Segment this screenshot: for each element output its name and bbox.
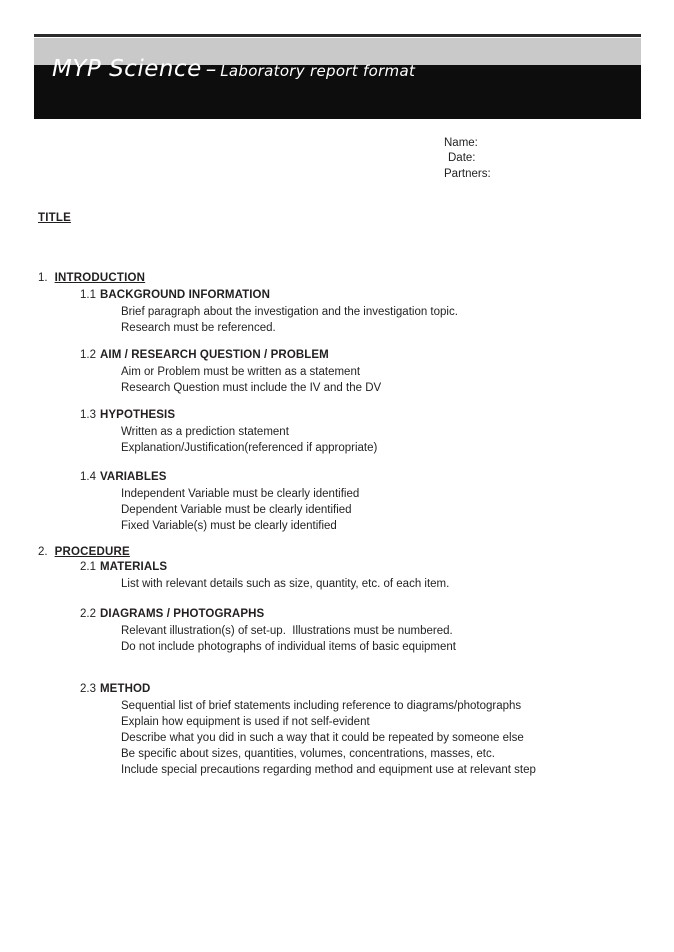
document-subsection: [80, 470, 670, 534]
subsection-body: [121, 623, 670, 655]
subsection-number: 2.1: [80, 561, 96, 573]
subsection-name: BACKGROUND INFORMATION: [100, 289, 270, 301]
subsection-name: DIAGRAMS / PHOTOGRAPHS: [100, 608, 265, 620]
subsection-body: [121, 304, 670, 336]
subsection-body: [121, 424, 670, 456]
body-line: Research Question must include the IV and the DV: [121, 381, 382, 394]
banner-dash: –: [205, 57, 217, 81]
subsection-heading: [80, 607, 670, 623]
body-line: Be specific about sizes, quantities, volumes, concentrations, masses, etc.: [121, 748, 495, 761]
body-line: Research must be referenced.: [121, 321, 276, 334]
subsection-number: 1.3: [80, 409, 96, 421]
subsection-body: [121, 486, 670, 535]
subsection-body: [121, 576, 670, 592]
document-subsection: [80, 607, 670, 655]
body-line: Describe what you did in such a way that it could be repeated by someone else: [121, 731, 524, 744]
banner-subtitle: Laboratory report format: [220, 62, 416, 80]
document-subsection: [80, 408, 670, 456]
subsection-name: METHOD: [100, 683, 151, 695]
document-subsection: [80, 288, 670, 336]
date-label: Date:: [448, 152, 476, 165]
title-heading: TITLE: [38, 212, 71, 224]
body-line: Dependent Variable must be clearly identified: [121, 503, 352, 516]
subsection-heading: [80, 560, 670, 576]
subsection-number: 1.1: [80, 289, 96, 301]
body-line: Explanation/Justification(referenced if appropriate): [121, 441, 378, 454]
name-label: Name:: [444, 137, 478, 149]
subsection-number: 2.2: [80, 608, 96, 620]
subsection-number: 1.2: [80, 349, 96, 361]
subsection-body: [121, 698, 670, 779]
banner-top-rule: [34, 34, 641, 37]
subsection-number: 2.3: [80, 683, 96, 695]
subsection-heading: [80, 288, 670, 304]
body-line: Brief paragraph about the investigation and the investigation topic.: [121, 305, 458, 318]
body-line: Include special precautions regarding method and equipment use at relevant step: [121, 764, 536, 777]
document-subsection: [80, 682, 670, 779]
document-subsection: [80, 348, 670, 396]
body-line: Do not include photographs of individual items of basic equipment: [121, 640, 456, 653]
document-banner: [34, 34, 641, 119]
subsection-heading: [80, 408, 670, 424]
body-line: List with relevant details such as size, quantity, etc. of each item.: [121, 577, 450, 590]
partners-label: Partners:: [444, 167, 491, 180]
banner-title: [52, 56, 415, 82]
section-name: INTRODUCTION: [54, 272, 146, 284]
subsection-number: 1.4: [80, 471, 96, 483]
student-meta-block: [444, 136, 491, 182]
subsection-name: HYPOTHESIS: [100, 409, 176, 421]
subsection-heading: [80, 682, 670, 698]
banner-main-title: MYP Science: [52, 56, 202, 82]
body-line: Written as a prediction statement: [121, 425, 289, 438]
body-line: Fixed Variable(s) must be clearly identified: [121, 519, 337, 532]
subsection-name: AIM / RESEARCH QUESTION / PROBLEM: [100, 349, 329, 361]
body-line: Aim or Problem must be written as a statement: [121, 365, 361, 378]
body-line: Independent Variable must be clearly identified: [121, 487, 360, 500]
section-name: PROCEDURE: [54, 546, 130, 558]
section-number: 2.: [38, 546, 48, 558]
body-line: Relevant illustration(s) of set-up. Illustrations must be numbered.: [121, 624, 453, 637]
section-heading: [38, 272, 145, 284]
document-subsection: [80, 560, 670, 592]
subsection-body: [121, 364, 670, 396]
section-heading: [38, 546, 130, 558]
subsection-name: VARIABLES: [100, 471, 167, 483]
body-line: Sequential list of brief statements including reference to diagrams/photographs: [121, 699, 522, 712]
subsection-heading: [80, 470, 670, 486]
body-line: Explain how equipment is used if not self-evident: [121, 715, 370, 728]
subsection-heading: [80, 348, 670, 364]
section-number: 1.: [38, 272, 48, 284]
subsection-name: MATERIALS: [100, 561, 168, 573]
